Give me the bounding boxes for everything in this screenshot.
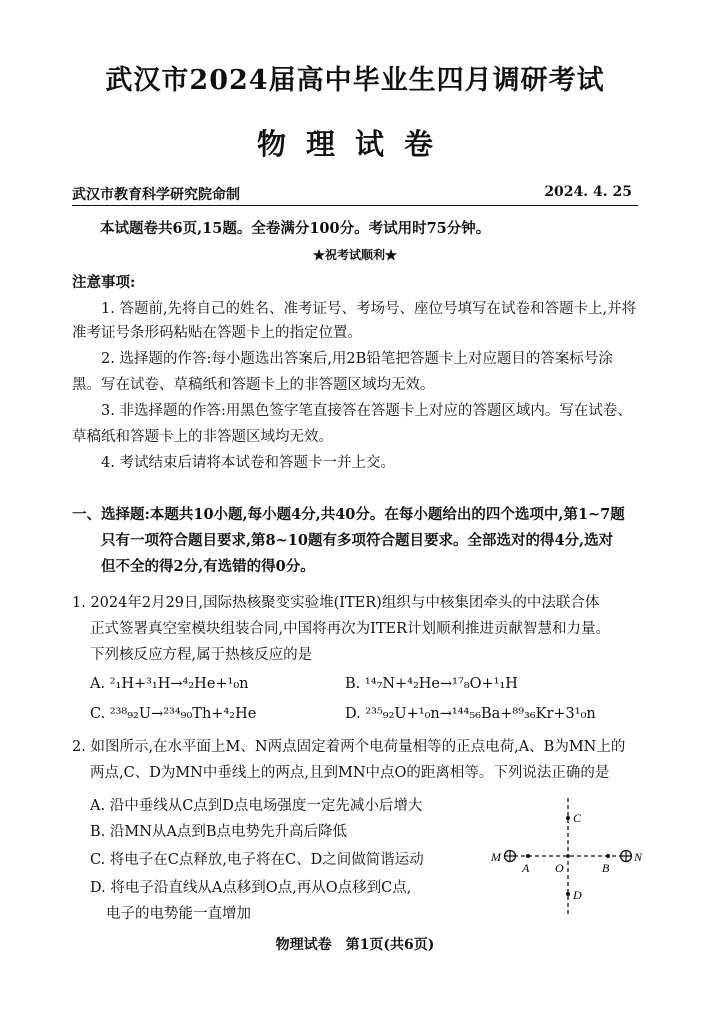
header-divider [72, 205, 638, 206]
question-1-stem: 正式签署真空室模块组装合同,中国将再次为ITER计划顺利推进贡献智慧和力量。 [90, 621, 611, 637]
point-b [606, 854, 610, 858]
point-o [566, 854, 570, 858]
section-instructions: 一、选择题:本题共10小题,每小题4分,共40分。在每小题给出的四个选项中,第1~7题 [72, 506, 625, 523]
label-m: M [491, 850, 501, 864]
label-a: A [522, 861, 530, 875]
option-label: A. [90, 676, 106, 692]
question-2-stem: 2. 如图所示,在水平面上M、N两点固定着两个电荷量相等的正点电荷,A、B为MN上的 [72, 739, 626, 755]
charge-m-icon [505, 851, 516, 862]
q1-option-a [90, 676, 249, 692]
q2-option-b: B. 沿MN从A点到B点电势先升高后降低 [90, 824, 348, 840]
option-label: B. [345, 676, 361, 692]
note-line: 准考证号条形码粘贴在答题卡上的指定位置。 [72, 325, 362, 341]
charge-n-icon [621, 851, 632, 862]
q1-option-c [90, 706, 256, 722]
good-luck-note: ★祝考试顺利★ [312, 248, 397, 262]
charge-diagram [488, 796, 658, 916]
label-b: B [602, 861, 610, 875]
section-instructions: 但不全的得2分,有选错的得0分。 [101, 558, 315, 575]
question-2-stem: 两点,C、D为MN中垂线上的两点,且到MN中点O的距离相等。下列说法正确的是 [90, 765, 610, 781]
q1-option-d [345, 706, 596, 722]
option-text: ²³⁵₉₂U+¹₀n→¹⁴⁴₅₆Ba+⁸⁹₃₆Kr+3¹₀n [365, 706, 596, 722]
label-n: N [634, 850, 643, 864]
option-label: D. [345, 706, 361, 722]
q2-option-c: C. 将电子在C点释放,电子将在C、D之间做简谐运动 [90, 852, 424, 868]
point-a [526, 854, 530, 858]
label-o: O [555, 861, 564, 875]
exam-title: 武汉市2024届高中毕业生四月调研考试 [105, 65, 605, 96]
option-text: ²₁H+³₁H→⁴₂He+¹₀n [109, 676, 249, 692]
point-c [566, 816, 570, 820]
exam-date: 2024. 4. 25 [544, 184, 632, 200]
notes-heading: 注意事项: [72, 274, 136, 291]
section-instructions: 只有一项符合题目要求,第8~10题有多项符合题目要求。全部选对的得4分,选对 [101, 532, 614, 549]
option-text: ¹⁴₇N+⁴₂He→¹⁷₈O+¹₁H [364, 676, 518, 692]
question-1-stem: 1. 2024年2月29日,国际热核聚变实验堆(ITER)组织与中核集团牵头的中法联合体 [72, 595, 600, 611]
q2-option-a: A. 沿中垂线从C点到D点电场强度一定先减小后增大 [90, 798, 423, 814]
subject-title: 物理试卷 [256, 127, 453, 161]
label-d: D [573, 888, 582, 902]
q2-option-d-cont: 电子的电势能一直增加 [106, 906, 251, 922]
q1-option-b [345, 676, 518, 692]
note-line: 3. 非选择题的作答:用黑色签字笔直接答在答题卡上对应的答题区域内。写在试卷、 [101, 403, 632, 419]
q2-option-d: D. 将电子沿直线从A点移到O点,再从O点移到C点, [90, 880, 412, 896]
note-line: 1. 答题前,先将自己的姓名、准考证号、考场号、座位号填写在试卷和答题卡上,并将 [101, 301, 637, 317]
page-footer: 物理试卷 第1页(共6页) [275, 937, 435, 953]
note-line: 草稿纸和答题卡上的非答题区域均无效。 [72, 429, 333, 445]
note-line: 4. 考试结束后请将本试卷和答题卡一并上交。 [101, 455, 395, 471]
publisher: 武汉市教育科学研究院命制 [72, 187, 240, 203]
note-line: 2. 选择题的作答:每小题选出答案后,用2B铅笔把答题卡上对应题目的答案标号涂 [101, 351, 613, 367]
exam-summary: 本试题卷共6页,15题。全卷满分100分。考试用时75分钟。 [100, 220, 491, 237]
point-d [566, 892, 570, 896]
question-1-stem: 下列核反应方程,属于热核反应的是 [90, 647, 313, 663]
option-text: ²³⁸₉₂U→²³⁴₉₀Th+⁴₂He [109, 706, 257, 722]
option-label: C. [90, 706, 106, 722]
label-c: C [573, 811, 582, 825]
note-line: 黑。写在试卷、草稿纸和答题卡上的非答题区域均无效。 [72, 377, 435, 393]
